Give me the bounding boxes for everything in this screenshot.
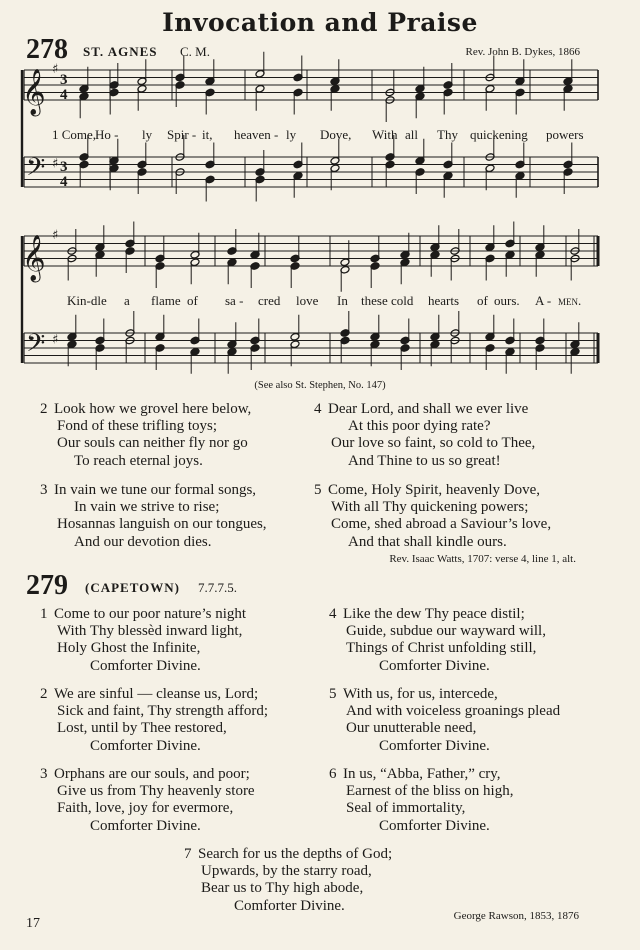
hymn-278-meter: C. M.	[180, 44, 210, 59]
hymn-279-verse-7: 7 Search for us the depths of God; Upwards, by the starry road, Bear us to Thy high abode, Comforter Divine.	[184, 846, 393, 914]
hymn-279-verse-6: 6 In us, “Abba, Father,” cry, Earnest of the bliss on high, Seal of immortality, Comforter Divine.	[329, 766, 514, 834]
hymn-279-number: 279	[26, 570, 68, 601]
hymn-279-verse-5: 5 With us, for us, intercede, And with voiceless groanings plead Our unutterable need, Comforter Divine.	[329, 686, 561, 754]
hymn-279-verse-4: 4 Like the dew Thy peace distil; Guide, subdue our wayward will, Things of Christ unfolding still, Comforter Divine.	[329, 606, 546, 674]
lyric-line-2-word: cred	[258, 293, 281, 308]
lyric-line-2-word: cold	[391, 293, 414, 308]
see-also-note: (See also St. Stephen, No. 147)	[254, 380, 386, 391]
lyric-line-1-word: heaven -	[234, 127, 279, 142]
lyric-line-2-word: ours.	[494, 293, 520, 308]
sharp-sign: ♯	[52, 228, 59, 243]
hymn-279-meter: 7.7.7.5.	[198, 580, 237, 595]
lyric-line-2-word: Kin-dle	[67, 293, 107, 308]
lyric-line-2-word: these	[361, 293, 388, 308]
lyric-line-2-word: of	[187, 293, 198, 308]
bass-clef: 𝄢	[26, 153, 46, 188]
lyric-line-2-word: men.	[558, 293, 582, 308]
lyric-line-2-word: a	[124, 293, 130, 308]
hymn-278-verse-3: 3 In vain we tune our formal songs, In vain we strive to rise; Hosannas languish on our tongues, And our devotion dies.	[40, 482, 267, 550]
lyric-line-2-word: In	[337, 293, 348, 308]
hymn-278-verse-5: 5 Come, Holy Spirit, heavenly Dove, With all Thy quickening powers; Come, shed abroad a Saviour’s love, And that shall kindle ours.	[314, 482, 552, 550]
hymn-278-number: 278	[26, 34, 68, 65]
bass-clef: 𝄢	[26, 329, 46, 364]
page-number: 17	[26, 916, 40, 931]
sharp-sign: ♯	[52, 62, 59, 77]
lyric-line-1-word: 1 Come,	[52, 127, 97, 142]
lyric-line-1-word: powers	[546, 127, 584, 142]
hymn-279-verse-3: 3 Orphans are our souls, and poor; Give us from Thy heavenly store Faith, love, joy for evermore, Comforter Divine.	[40, 766, 255, 834]
time-signature: 4	[60, 87, 68, 103]
lyric-line-1-word: Thy	[437, 127, 458, 142]
hymn-278-verse-4: 4 Dear Lord, and shall we ever live At this poor dying rate? Our love so faint, so cold to Thee, And Thine to us so great!	[314, 401, 536, 469]
treble-clef: 𝄞	[22, 69, 46, 115]
time-signature: 3	[60, 72, 68, 88]
lyric-line-2-word: A -	[535, 293, 552, 308]
lyric-line-1-word: Spir -	[167, 127, 197, 142]
lyric-line-2-word: sa -	[225, 293, 244, 308]
lyric-line-2-word: hearts	[428, 293, 460, 308]
hymn-278-verse-2: 2 Look how we grovel here below, Fond of these trifling toys; Our souls can neither fly nor go To reach eternal joys.	[40, 401, 252, 469]
sharp-sign: ♯	[52, 332, 59, 348]
lyric-line-2-word: love	[296, 293, 319, 308]
hymn-278-composer: Rev. John B. Dykes, 1866	[465, 46, 580, 58]
lyric-line-1-word: Ho -	[95, 127, 119, 142]
hymn-278-author: Rev. Isaac Watts, 1707: verse 4, line 1, alt.	[389, 553, 576, 565]
sharp-sign: ♯	[52, 156, 59, 172]
time-signature: 4	[60, 174, 68, 190]
hymn-279-verse-2: 2 We are sinful — cleanse us, Lord; Sick and faint, Thy strength afford; Lost, until by Thee restored, Comforter Divine.	[40, 686, 269, 754]
page-header: Invocation and Praise	[162, 8, 478, 37]
time-signature: 3	[60, 159, 68, 175]
hymn-279-verse-1: 1 Come to our poor nature’s night With Thy blessèd inward light, Holy Ghost the Infinite, Comforter Divine.	[40, 606, 247, 674]
treble-clef: 𝄞	[22, 235, 46, 281]
lyric-line-1-word: quickening	[470, 127, 528, 142]
hymn-279-author: George Rawson, 1853, 1876	[453, 910, 579, 922]
lyric-line-2-word: flame	[151, 293, 181, 308]
lyric-line-1-word: Dove,	[320, 127, 352, 142]
lyric-line-1-word: ly	[286, 127, 297, 142]
music-score	[0, 0, 640, 400]
lyric-line-2-word: of	[477, 293, 488, 308]
hymn-279-tune: (CAPETOWN)	[85, 580, 180, 595]
lyric-line-1-word: all	[405, 127, 418, 142]
lyric-line-1-word: ly	[142, 127, 153, 142]
hymn-278-tune: ST. AGNES	[83, 44, 158, 59]
lyric-line-1-word: it,	[202, 127, 213, 142]
lyric-line-1-word: With	[372, 127, 398, 142]
